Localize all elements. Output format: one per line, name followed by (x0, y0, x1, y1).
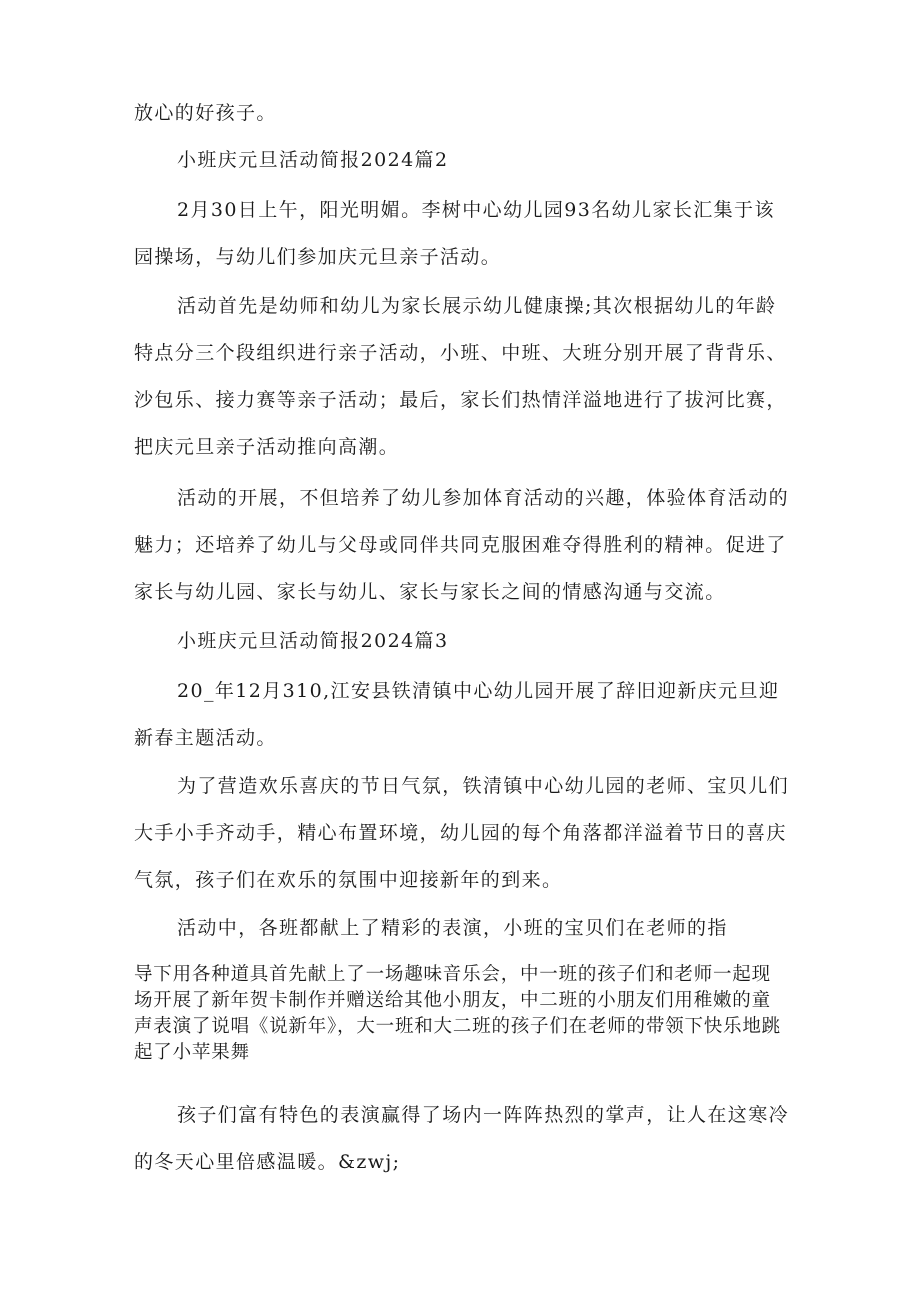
paragraph-event-intro: 2月30日上午，阳光明媚。李树中心幼儿园93名幼儿家长汇集于该园操场，与幼儿们参加庆元旦亲子活动。 (134, 199, 775, 268)
section-heading-2: 小班庆元旦活动简报2024篇2 (177, 149, 449, 171)
paragraph-decoration: 为了营造欢乐喜庆的节日气氛，铁清镇中心幼儿园的老师、宝贝儿们大手小手齐动手，精心布置环境，幼儿园的每个角落都洋溢着节日的喜庆气氛，孩子们在欢乐的氛围中迎接新年的到来。 (134, 775, 790, 891)
paragraph-activity-order: 活动首先是幼师和幼儿为家长展示幼儿健康操;其次根据幼儿的年龄特点分三个段组织进行亲子活动，小班、中班、大班分别开展了背背乐、沙包乐、接力赛等亲子活动；最后，家长们热情洋溢地进行了拔河比赛，把庆元旦亲子活动推向高潮。 (134, 295, 787, 458)
paragraph-closing-line: 放心的好孩子。 (134, 102, 277, 124)
paragraph-performances-start: 活动中，各班都献上了精彩的表演，小班的宝贝们在老师的指 (177, 917, 728, 939)
paragraph-performances-detail: 导下用各种道具首先献上了一场趣味音乐会，中一班的孩子们和老师一起现场开展了新年贺卡制作并赠送给其他小朋友，中二班的小朋友们用稚嫩的童声表演了说唱《说新年》，大一班和大二班的孩子们在老师的带领下快乐地跳起了小苹果舞 (134, 964, 781, 1063)
paragraph-theme-event: 20_年12月310,江安县铁清镇中心幼儿园开展了辞旧迎新庆元旦迎新春主题活动。 (134, 680, 780, 749)
section-heading-3: 小班庆元旦活动简报2024篇3 (177, 630, 449, 652)
paragraph-activity-benefits: 活动的开展，不但培养了幼儿参加体育活动的兴趣，体验体育活动的魅力；还培养了幼儿与父母或同伴共同克服困难夺得胜利的精神。促进了家长与幼儿园、家长与幼儿、家长与家长之间的情感沟通与交流。 (134, 487, 790, 603)
paragraph-applause: 孩子们富有特色的表演赢得了场内一阵阵热烈的掌声，让人在这寒冷的冬天心里倍感温暖。&zwj; (134, 1104, 790, 1173)
